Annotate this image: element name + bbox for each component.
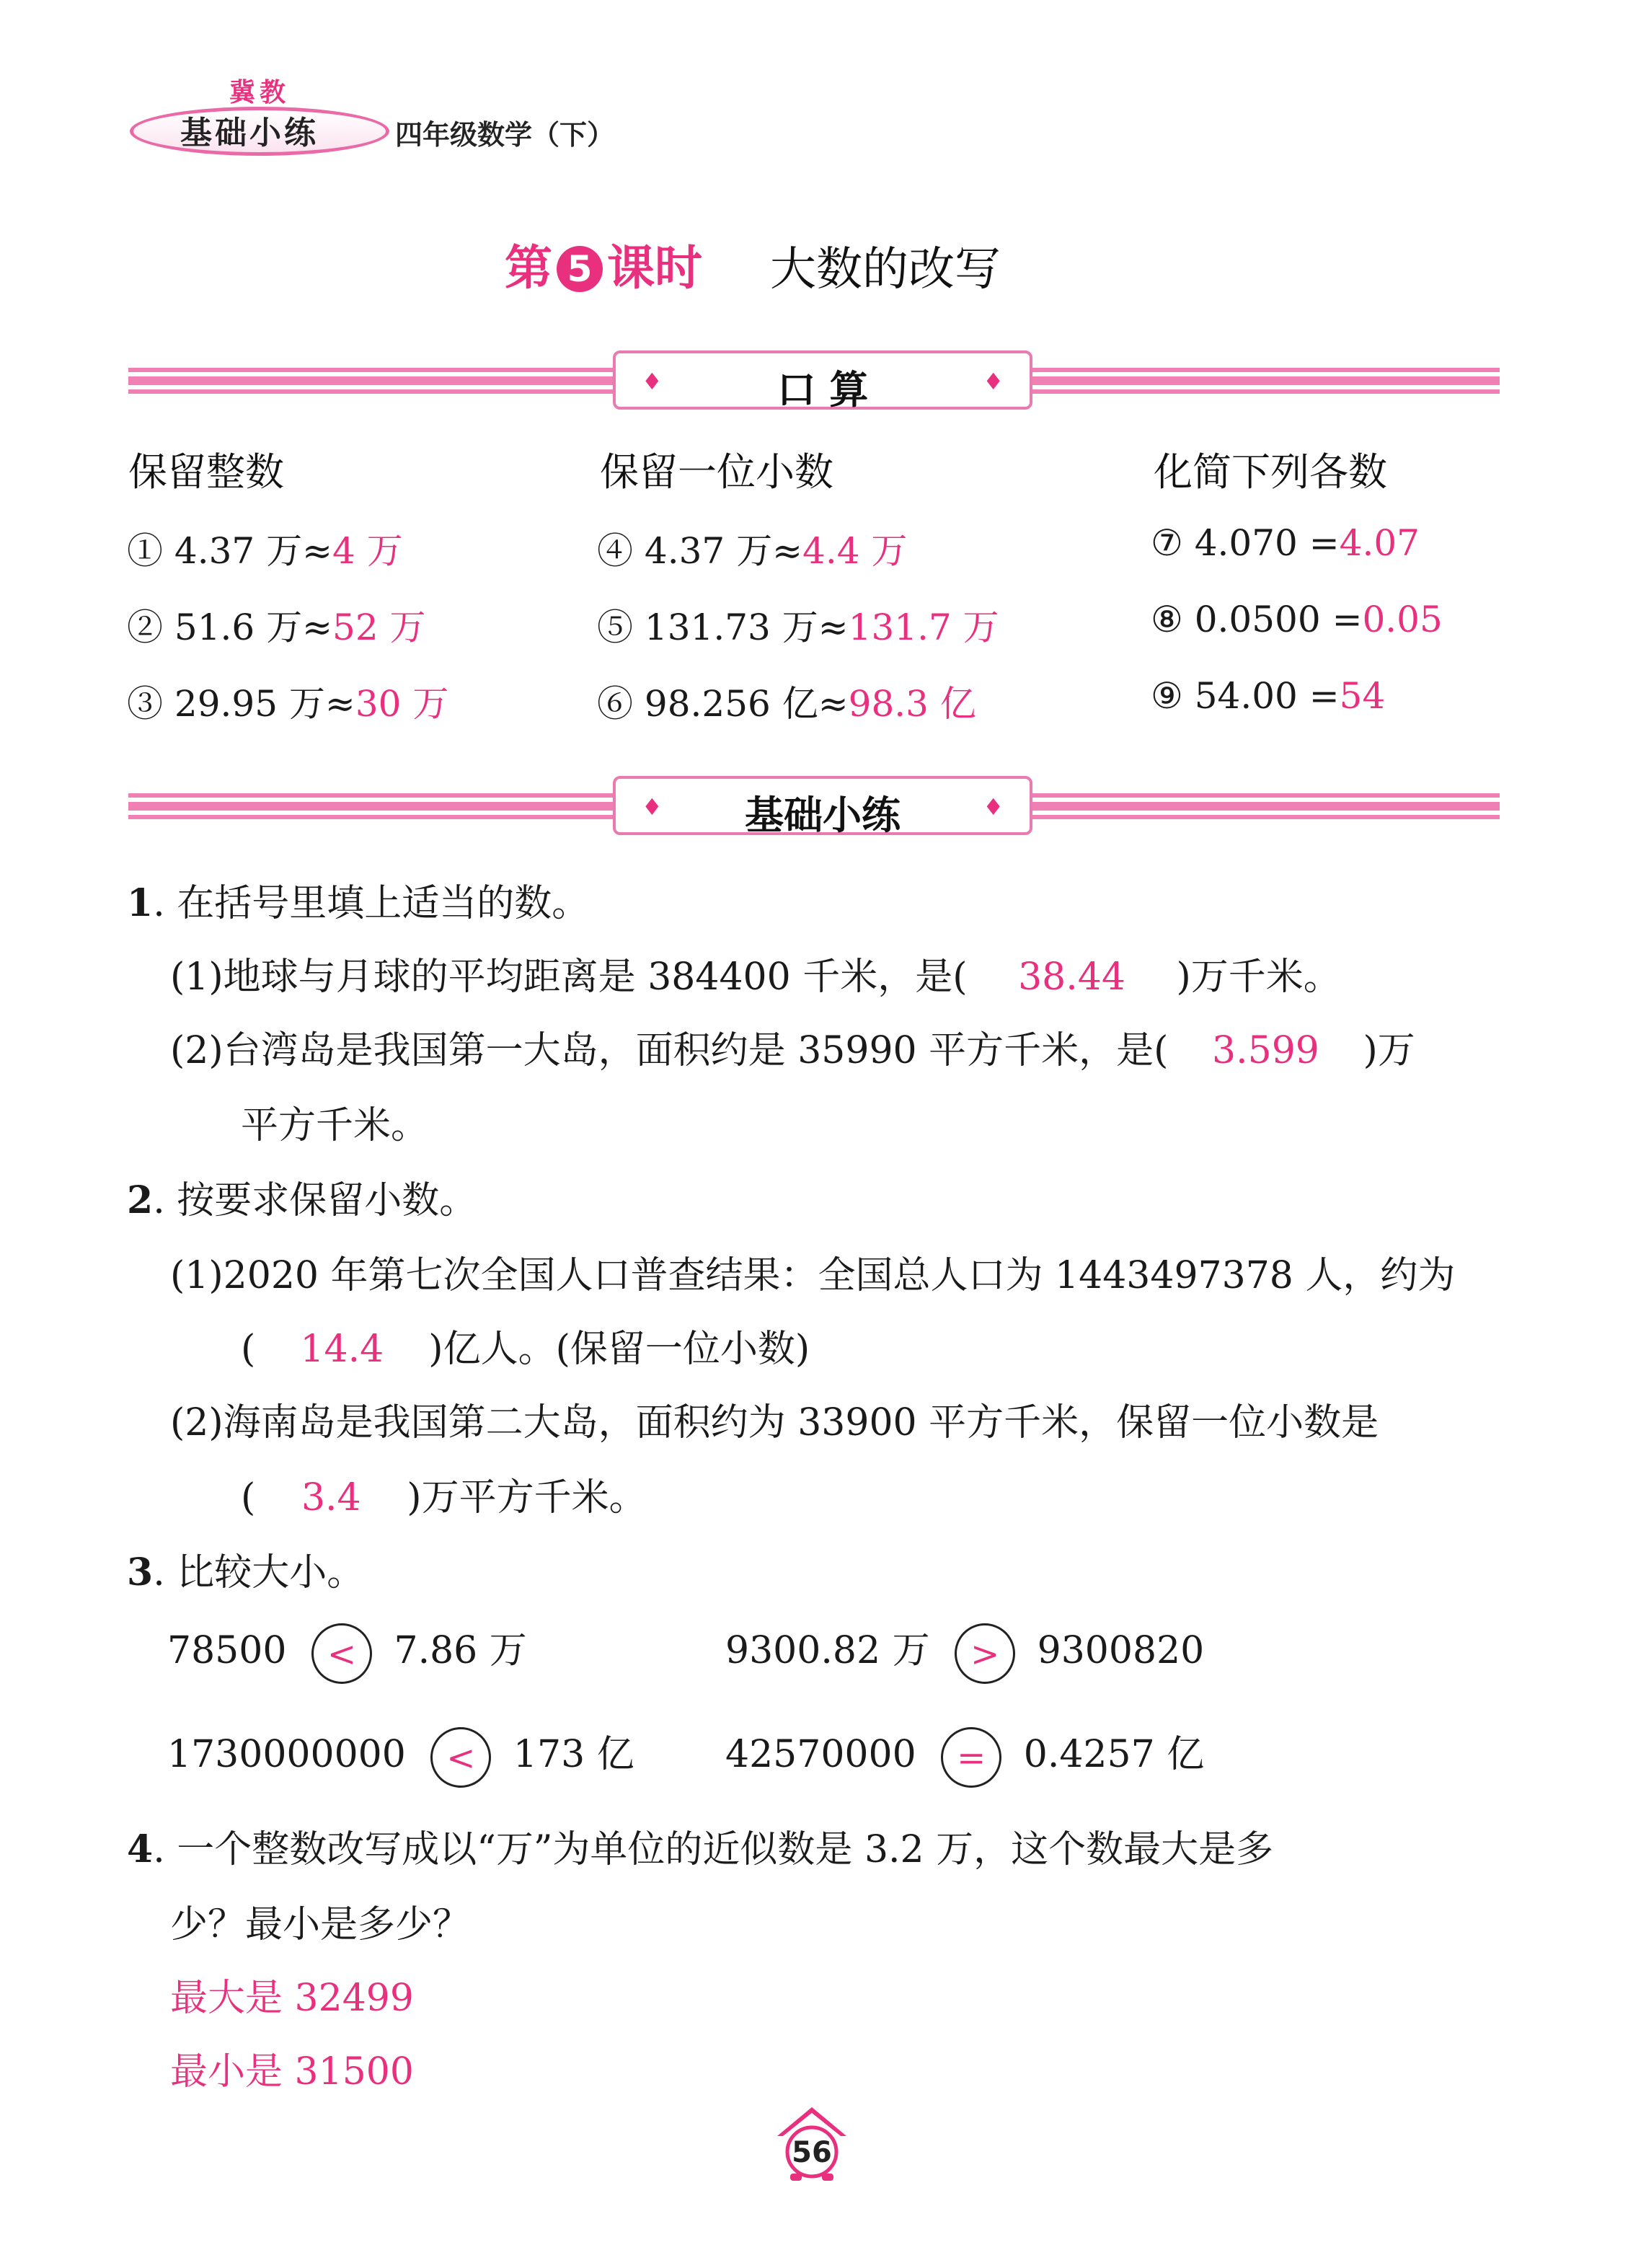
- compare-item: 42570000 = 0.4257 亿: [725, 1724, 1204, 1788]
- calc-answer: 4.4 万: [802, 530, 908, 572]
- compare-item: 9300.82 万 > 9300820: [725, 1620, 1204, 1684]
- calc-item: ④ 4.37 万≈4.4 万: [597, 530, 908, 572]
- lesson-suffix: 课时: [607, 240, 702, 296]
- question-1: 1. 在括号里填上适当的数。: [127, 881, 590, 925]
- fill-answer: 38.44: [1018, 956, 1125, 999]
- question-2-part-2-cont: ( 3.4 )万平方千米。: [241, 1476, 647, 1519]
- calc-answer: 98.3 亿: [848, 683, 976, 725]
- question-2-part-2: (2)海南岛是我国第二大岛，面积约为 33900 平方千米，保留一位小数是: [170, 1401, 1379, 1444]
- calc-item: ⑦ 4.070 =4.07: [1151, 522, 1420, 564]
- question-number: 4: [127, 1827, 154, 1871]
- compare-item: 1730000000 < 173 亿: [167, 1724, 634, 1788]
- section-title-basic: 基础小练: [745, 793, 901, 838]
- question-number: 2: [127, 1178, 154, 1222]
- calc-item: ⑥ 98.256 亿≈98.3 亿: [597, 683, 976, 725]
- column-heading: 保留一位小数: [600, 449, 833, 495]
- calc-item: ⑧ 0.0500 =0.05: [1151, 599, 1443, 640]
- diamond-icon: ♦: [642, 793, 663, 821]
- lesson-prefix: 第: [505, 240, 552, 296]
- question-2-part-1: (1)2020 年第七次全国人口普查结果：全国总人口为 1443497378 人，约为: [170, 1254, 1456, 1297]
- section-banner-basic: [613, 776, 1032, 838]
- compare-item: 78500 < 7.86 万: [167, 1620, 527, 1684]
- calc-answer: 30 万: [355, 683, 449, 725]
- page-number: 56: [792, 2136, 832, 2169]
- calc-item: ③ 29.95 万≈30 万: [127, 683, 449, 725]
- compare-sign: <: [311, 1623, 372, 1684]
- question-1-part-1: (1)地球与月球的平均距离是 384400 千米，是( 38.44 )万千米。: [170, 956, 1341, 999]
- question-3: 3. 比较大小。: [127, 1550, 365, 1594]
- diamond-icon: ♦: [983, 793, 1004, 821]
- page-number-badge: [773, 2104, 851, 2184]
- answer-min: 最小是 31500: [170, 2050, 414, 2093]
- compare-sign: >: [955, 1623, 1015, 1684]
- lesson-label: [505, 229, 702, 298]
- column-heading: 保留整数: [128, 449, 284, 495]
- question-1-part-2-cont: 平方千米。: [241, 1104, 429, 1147]
- calc-item: ⑨ 54.00 =54: [1151, 675, 1386, 717]
- calc-answer: 52 万: [332, 606, 426, 648]
- calc-answer: 4.07: [1339, 522, 1420, 564]
- question-1-part-2: (2)台湾岛是我国第一大岛，面积约是 35990 平方千米，是( 3.599 )万: [170, 1029, 1415, 1072]
- lesson-number-badge: 5: [557, 246, 603, 292]
- compare-sign: <: [430, 1727, 491, 1788]
- calc-answer: 0.05: [1362, 599, 1443, 640]
- fill-answer: 14.4: [300, 1328, 384, 1371]
- question-2: 2. 按要求保留小数。: [127, 1178, 477, 1222]
- question-4: 4. 一个整数改写成以“万”为单位的近似数是 3.2 万，这个数最大是多: [127, 1827, 1274, 1871]
- header-publisher: 冀教: [229, 78, 291, 107]
- fill-answer: 3.4: [301, 1476, 361, 1519]
- calc-answer: 54: [1339, 675, 1386, 717]
- question-4-cont: 少？最小是多少？: [170, 1903, 471, 1946]
- calc-answer: 4 万: [332, 530, 403, 572]
- fill-answer: 3.599: [1212, 1029, 1319, 1072]
- diamond-icon: ♦: [642, 368, 663, 395]
- section-title-oral: 口 算: [777, 367, 869, 412]
- page-title: 大数的改写: [770, 243, 1001, 296]
- calc-answer: 131.7 万: [848, 606, 999, 648]
- calc-item: ② 51.6 万≈52 万: [127, 606, 426, 648]
- calc-item: ① 4.37 万≈4 万: [127, 530, 403, 572]
- calc-item: ⑤ 131.73 万≈131.7 万: [597, 606, 999, 648]
- diamond-icon: ♦: [983, 368, 1004, 395]
- column-heading: 化简下列各数: [1154, 449, 1387, 495]
- compare-sign: =: [941, 1727, 1001, 1788]
- header-grade: 四年级数学（下）: [395, 119, 615, 151]
- question-number: 1: [127, 881, 154, 925]
- section-banner-oral: [613, 350, 1032, 410]
- header-series: 基础小练: [180, 115, 319, 151]
- question-2-part-1-cont: ( 14.4 )亿人。(保留一位小数): [241, 1328, 810, 1371]
- answer-max: 最大是 32499: [170, 1977, 414, 2020]
- question-number: 3: [127, 1550, 154, 1594]
